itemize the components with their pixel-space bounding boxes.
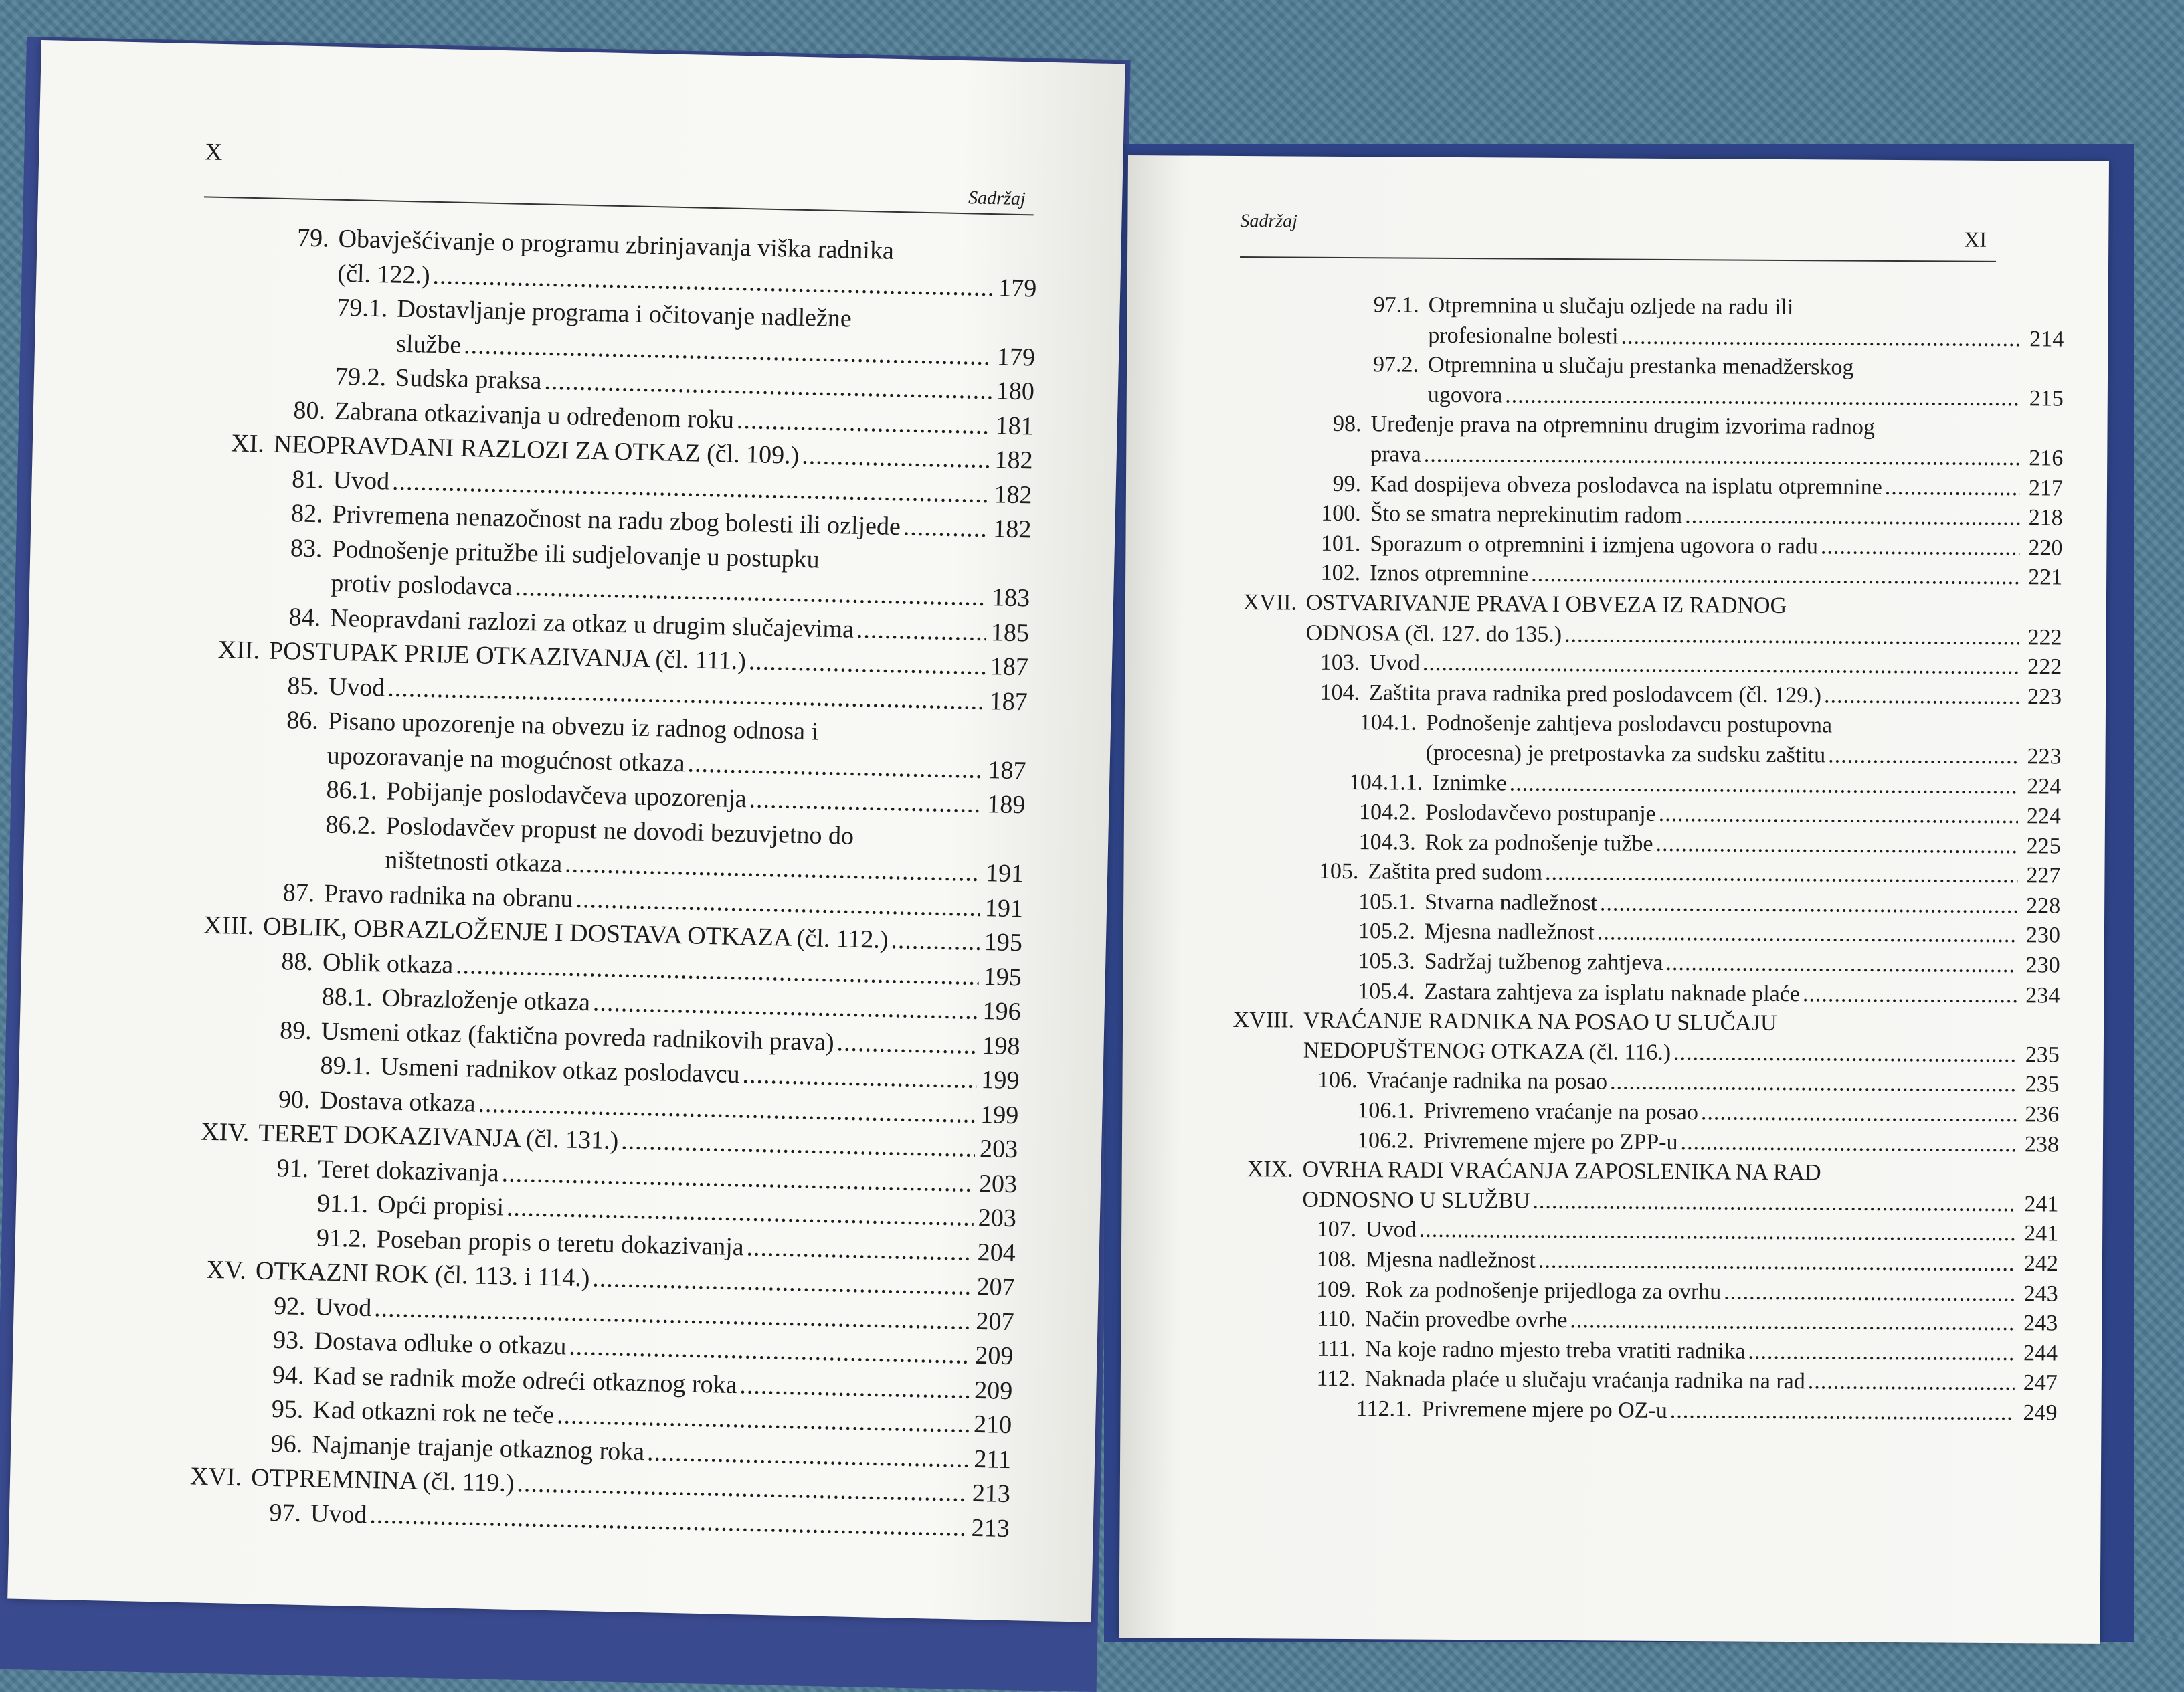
toc-entry-title: Neopravdani razlozi za otkaz u drugim slučajevima: [329, 603, 854, 644]
dot-leader: [1600, 888, 2017, 921]
toc-entry-page: 211: [974, 1444, 1012, 1474]
toc-entry-number: 80.: [293, 395, 326, 425]
toc-entry-number: 89.1.: [320, 1051, 372, 1081]
toc-entry-number: 91.: [276, 1153, 309, 1183]
toc-entry-title: VRAĆANJE RADNIKA NA POSAO U SLUČAJU: [1303, 1008, 1777, 1036]
toc-entry-number: 79.2.: [335, 362, 387, 392]
toc-entry-number: 104.1.: [1359, 710, 1417, 735]
left-page-number: X: [204, 138, 223, 165]
toc-entry-title: POSTUPAK PRIJE OTKAZIVANJA (čl. 111.): [268, 636, 747, 676]
toc-entry-title: Privremena nenazočnost na radu zbog bolesti ili ozljede: [332, 500, 901, 541]
toc-entry: [1228, 1214, 2058, 1249]
toc-entry-title: Uvod: [310, 1499, 367, 1529]
toc-entry-number: 108.: [1316, 1246, 1357, 1273]
toc-entry-number: 84.: [288, 602, 321, 632]
toc-entry-page: 222: [2027, 654, 2062, 680]
toc-entry-title: OBLIK, OBRAZLOŽENJE I DOSTAVA OTKAZA (čl. 112.): [262, 912, 889, 954]
toc-entry-title: Kad otkazni rok ne teče: [312, 1396, 555, 1430]
toc-entry-title: Što se smatra neprekinutim radom: [1370, 501, 1683, 529]
toc-entry-page: 207: [976, 1272, 1016, 1302]
toc-entry-number: 97.2.: [1372, 352, 1419, 377]
toc-entry: [1228, 1155, 2059, 1220]
toc-entry-title: Usmeni otkaz (faktična povreda radnikovih prava): [321, 1016, 835, 1056]
toc-entry-page: 215: [2029, 386, 2064, 411]
toc-entry-number: 87.: [282, 878, 315, 907]
toc-entry-number: XIV.: [200, 1117, 250, 1147]
toc-entry-number: 88.1.: [321, 982, 373, 1012]
toc-entry: [1230, 1006, 2060, 1070]
toc-entry-number: XIII.: [203, 911, 254, 941]
toc-entry-number: 106.1.: [1357, 1098, 1415, 1123]
toc-entry-number: 106.2.: [1356, 1127, 1415, 1153]
toc-entry-title: Podnošenje zahtjeva poslodavcu postupovna: [1425, 711, 1833, 738]
toc-entry-page: 213: [971, 1513, 1010, 1543]
toc-entry-number: XVIII.: [1233, 1008, 1295, 1033]
dot-leader: [1419, 1216, 2016, 1249]
toc-entry: [1233, 529, 2062, 563]
toc-entry: [1230, 976, 2060, 1011]
toc-entry-page: 209: [974, 1341, 1014, 1371]
toc-entry-page: 182: [994, 480, 1032, 509]
toc-entry-page: 243: [2023, 1311, 2058, 1336]
toc-entry-title: Stvarna nadležnost: [1425, 889, 1598, 916]
toc-entry: [1229, 1065, 2059, 1100]
toc-entry-title: Privremeno vraćanje na posao: [1423, 1098, 1699, 1125]
dot-leader: [1821, 532, 2020, 563]
toc-entry: [1231, 767, 2061, 802]
toc-entry-number: 92.: [273, 1291, 306, 1321]
left-toc: [150, 219, 1038, 1547]
toc-entry-page: 204: [977, 1238, 1016, 1267]
toc-entry-page: 225: [2026, 833, 2061, 859]
dot-leader: [1665, 949, 2017, 981]
toc-entry-page: 223: [2027, 744, 2062, 769]
toc-entry-page: 244: [2023, 1340, 2058, 1366]
toc-entry-page: 191: [985, 859, 1024, 888]
toc-entry-number: 81.: [291, 464, 325, 494]
toc-entry-number: 89.: [279, 1016, 312, 1045]
toc-entry-title: Obavješćivanje o programu zbrinjavanja viška radnika: [338, 224, 895, 265]
toc-entry-number: XVI.: [189, 1462, 242, 1492]
dot-leader: [1610, 1068, 2017, 1100]
toc-entry-number: 90.: [278, 1085, 311, 1114]
toc-entry-title: Rok za podnošenje tužbe: [1425, 830, 1653, 856]
toc-entry-title: Iznimke: [1432, 770, 1507, 795]
toc-entry-title: TERET DOKAZIVANJA (čl. 131.): [258, 1119, 619, 1155]
toc-entry-page: 224: [2027, 773, 2062, 800]
dot-leader: [1423, 649, 2019, 682]
toc-entry-page: 203: [979, 1134, 1018, 1164]
dot-leader: [1655, 830, 2017, 862]
toc-entry-title: Zaštita prava radnika pred poslodavcem (čl. 129.): [1368, 680, 1822, 709]
toc-entry-title: Pobijanje poslodavčeva upozorenja: [386, 777, 747, 814]
dot-leader: [802, 439, 990, 478]
toc-entry: [1231, 946, 2060, 981]
toc-entry-page: 227: [2026, 863, 2061, 888]
dot-leader: [1701, 1098, 2017, 1129]
dot-leader: [1828, 741, 2019, 771]
toc-entry-page: 199: [980, 1100, 1019, 1129]
right-header-rule: [1240, 256, 1996, 262]
dot-leader: [1659, 800, 2019, 832]
toc-entry-number: 111.: [1317, 1336, 1356, 1361]
dot-leader: [1621, 322, 2021, 354]
left-running-title: Sadržaj: [968, 187, 1026, 210]
toc-entry: [1229, 1095, 2059, 1130]
toc-entry-page: 235: [2025, 1042, 2060, 1068]
toc-entry-number: 100.: [1321, 500, 1361, 527]
toc-entry-page: 187: [989, 686, 1028, 716]
dot-leader: [1510, 769, 2019, 802]
right-page-number: XI: [1964, 227, 1987, 252]
toc-entry-number: 104.3.: [1358, 829, 1416, 855]
toc-entry-title: Poslodavčevo postupanje: [1425, 800, 1656, 826]
dot-leader: [903, 510, 989, 546]
toc-entry-page: 247: [2023, 1370, 2058, 1396]
toc-entry-page: 196: [982, 997, 1022, 1026]
dot-leader: [736, 403, 991, 443]
right-running-title: Sadržaj: [1240, 211, 1298, 232]
dot-leader: [1424, 440, 2021, 474]
toc-entry-page: 249: [2023, 1400, 2058, 1426]
toc-entry-page: 183: [991, 583, 1030, 613]
toc-entry-page: 210: [973, 1410, 1012, 1440]
toc-entry-title: protiv poslodavca: [330, 569, 513, 601]
toc-entry-number: XI.: [230, 429, 265, 458]
toc-entry: [1233, 558, 2062, 593]
toc-entry-title: Privremene mjere po OZ-u: [1421, 1396, 1667, 1423]
toc-entry-page: 234: [2025, 982, 2060, 1008]
toc-entry-page: 230: [2025, 953, 2060, 978]
toc-entry-number: 102.: [1320, 561, 1361, 586]
toc-entry-title: (procesna) je pretpostavka za sudsku zaštitu: [1425, 740, 1826, 768]
toc-entry-number: XII.: [217, 635, 260, 665]
toc-entry-page: 224: [2026, 804, 2062, 829]
toc-entry-title: Obrazloženje otkaza: [381, 983, 591, 1017]
dot-leader: [1824, 681, 2019, 712]
toc-entry-title: Uvod: [328, 672, 385, 702]
right-page: [1119, 155, 2109, 1644]
toc-entry-title: Oblik otkaza: [322, 947, 454, 979]
toc-entry: [1234, 290, 2064, 355]
toc-entry-title: Rok za podnošenje prijedloga za ovrhu: [1365, 1277, 1722, 1305]
toc-entry-page: 241: [2024, 1221, 2059, 1246]
toc-entry: [1232, 648, 2062, 682]
toc-entry-page: 189: [986, 790, 1026, 820]
toc-entry-number: 79.1.: [336, 293, 388, 323]
toc-entry-page: 230: [2025, 923, 2061, 948]
toc-entry-title: Način provedbe ovrhe: [1365, 1307, 1568, 1333]
dot-leader: [1597, 919, 2017, 951]
toc-entry-title: Opći propisi: [377, 1190, 505, 1222]
toc-entry-page: 191: [984, 893, 1024, 923]
dot-leader: [749, 782, 983, 822]
toc-entry-title: Uvod: [314, 1292, 372, 1322]
toc-entry-title: Najmanje trajanje otkaznog roka: [311, 1430, 645, 1466]
toc-entry-page: 216: [2029, 446, 2064, 471]
toc-entry-page: 187: [990, 652, 1029, 682]
toc-entry-number: 83.: [290, 533, 323, 563]
toc-entry-title: Pravo radnika na obranu: [323, 879, 574, 913]
toc-entry-number: 105.: [1318, 859, 1359, 884]
toc-entry-page: 207: [976, 1307, 1015, 1336]
dot-leader: [836, 1026, 978, 1063]
toc-entry-title: Uređenje prava na otpremninu drugim izvorima radnog: [1370, 411, 1876, 440]
dot-leader: [739, 1368, 970, 1408]
toc-entry-page: 214: [2029, 326, 2064, 352]
toc-entry-page: 241: [2024, 1192, 2059, 1217]
toc-entry: [1231, 827, 2061, 862]
toc-entry-number: 103.: [1320, 650, 1360, 676]
toc-entry-page: 203: [978, 1203, 1017, 1233]
dot-leader: [1685, 501, 2020, 533]
right-toc: [1227, 290, 2064, 1428]
toc-entry: [1229, 1125, 2059, 1160]
toc-entry-title: Sadržaj tužbenog zahtjeva: [1424, 949, 1663, 975]
toc-entry-page: 235: [2025, 1072, 2060, 1097]
toc-entry-page: 236: [2025, 1102, 2060, 1127]
toc-entry-page: 222: [2027, 624, 2062, 650]
toc-entry: [1233, 469, 2063, 504]
toc-entry-title: profesionalne bolesti: [1428, 322, 1619, 349]
toc-entry-page: 223: [2027, 684, 2062, 710]
toc-entry-page: 185: [990, 618, 1030, 647]
toc-entry-title: OTKAZNI ROK (čl. 113. i 114.): [255, 1256, 590, 1293]
toc-entry: [1231, 916, 2060, 951]
toc-entry-title: Na koje radno mjesto treba vratiti radnika: [1364, 1336, 1746, 1364]
left-header-rule: [204, 196, 1034, 215]
toc-entry-title: NEOPRAVDANI RAZLOZI ZA OTKAZ (čl. 109.): [273, 430, 800, 470]
toc-entry-number: 88.: [281, 947, 314, 976]
toc-entry-number: 104.2.: [1358, 800, 1417, 825]
toc-entry-number: 104.1.1.: [1348, 769, 1423, 795]
toc-entry-number: 85.: [287, 671, 320, 700]
toc-entry-page: 179: [996, 342, 1036, 372]
toc-entry-page: 218: [2028, 505, 2063, 531]
toc-entry-page: 221: [2028, 565, 2063, 590]
dot-leader: [1885, 472, 2020, 503]
dot-leader: [742, 1058, 977, 1097]
toc-entry-title: Pisano upozorenje na obvezu iz radnog odnosa i: [327, 707, 819, 746]
toc-entry-page: 187: [988, 755, 1026, 785]
toc-entry-number: 91.1.: [316, 1189, 369, 1219]
toc-entry-number: 112.1.: [1356, 1396, 1413, 1422]
dot-leader: [1748, 1337, 2015, 1368]
toc-entry: [1228, 1275, 2058, 1309]
toc-entry-title: Privremene mjere po ZPP-u: [1423, 1128, 1678, 1155]
toc-entry-title: NEDOPUŠTENOG OTKAZA (čl. 116.): [1303, 1038, 1671, 1065]
toc-entry-page: 195: [983, 962, 1022, 992]
dot-leader: [748, 644, 986, 684]
toc-entry-title: Poseban propis o teretu dokazivanja: [376, 1224, 745, 1261]
toc-entry-page: 180: [996, 377, 1035, 406]
dot-leader: [1724, 1277, 2015, 1309]
toc-entry-title: Uvod: [333, 466, 390, 495]
dot-leader: [856, 612, 986, 650]
toc-entry-number: 104.: [1320, 680, 1360, 705]
toc-entry-number: 105.1.: [1358, 888, 1416, 915]
toc-entry-number: XV.: [206, 1255, 247, 1285]
dot-leader: [1670, 1396, 2015, 1428]
toc-entry-number: 86.: [286, 706, 319, 735]
toc-entry: [1232, 678, 2062, 713]
toc-entry-title: (čl. 122.): [337, 259, 431, 290]
toc-entry-title: Usmeni radnikov otkaz poslodavcu: [380, 1052, 741, 1089]
toc-entry-number: 101.: [1320, 531, 1361, 556]
toc-entry-number: 99.: [1332, 471, 1362, 496]
toc-entry-page: 182: [994, 446, 1034, 475]
toc-entry: [1233, 498, 2063, 533]
toc-entry: [1233, 409, 2064, 474]
toc-entry-title: Mjesna nadležnost: [1424, 919, 1595, 945]
dot-leader: [891, 923, 980, 959]
toc-entry-title: Naknada plaće u slučaju vraćanja radnika na rad: [1364, 1366, 1805, 1394]
toc-entry: [1231, 797, 2061, 832]
toc-entry-number: 105.3.: [1358, 949, 1415, 974]
toc-entry-title: Kad se radnik može odreći otkaznog roka: [313, 1361, 737, 1399]
toc-entry: [1227, 1394, 2057, 1428]
toc-entry-title: upozoravanje na mogućnost otkaza: [327, 741, 686, 777]
toc-entry-title: Podnošenje pritužbe ili sudjelovanje u postupku: [331, 535, 820, 574]
toc-entry-number: 82.: [290, 499, 324, 529]
toc-entry-title: Otpremnina u slučaju ozljede na radu ili: [1428, 292, 1794, 320]
toc-entry-number: 109.: [1316, 1277, 1356, 1302]
toc-entry-number: XVII.: [1243, 589, 1297, 616]
toc-entry-page: 217: [2028, 475, 2064, 501]
toc-entry-number: 86.1.: [326, 775, 378, 806]
toc-entry-page: 213: [972, 1479, 1011, 1509]
toc-entry-title: OSTVARIVANJE PRAVA I OBVEZA IZ RADNOG: [1305, 590, 1787, 618]
toc-entry: [1234, 349, 2064, 414]
dot-leader: [1570, 1306, 2015, 1339]
toc-entry-page: 243: [2023, 1281, 2058, 1307]
toc-entry-number: 105.4.: [1358, 978, 1415, 1004]
toc-entry-number: 106.: [1317, 1068, 1358, 1093]
toc-entry-number: 110.: [1317, 1306, 1356, 1332]
dot-leader: [1564, 620, 2019, 653]
toc-entry-page: 198: [982, 1031, 1021, 1060]
toc-entry-title: Dostavljanje programa i očitovanje nadležne: [396, 294, 852, 333]
toc-entry-title: Kad dospijeva obveza poslodavca na isplatu otpremnine: [1370, 471, 1882, 500]
toc-entry-number: 93.: [272, 1326, 306, 1355]
toc-entry-title: Poslodavčev propust ne dovodi bezuvjetno do: [385, 812, 854, 850]
toc-entry-title: OVRHA RADI VRAĆANJA ZAPOSLENIKA NA RAD: [1302, 1157, 1821, 1186]
toc-entry-number: XIX.: [1247, 1157, 1293, 1182]
dot-leader: [1680, 1128, 2016, 1160]
toc-entry-title: ugovora: [1427, 382, 1503, 408]
toc-entry: [1231, 856, 2060, 891]
toc-entry: [1228, 1364, 2058, 1398]
dot-leader: [1808, 1368, 2015, 1398]
dot-leader: [746, 1230, 973, 1270]
toc-entry-title: OTPREMNINA (čl. 119.): [250, 1463, 515, 1497]
toc-entry-title: Teret dokazivanja: [317, 1154, 500, 1187]
toc-entry-page: 182: [992, 514, 1032, 544]
toc-entry: [1233, 588, 2063, 653]
toc-entry: [1231, 886, 2060, 921]
toc-entry-title: Otpremnina u slučaju prestanka menadžerskog: [1427, 352, 1854, 380]
toc-entry: [1231, 707, 2062, 772]
toc-entry-number: 86.2.: [325, 810, 377, 840]
toc-entry-number: 98.: [1332, 411, 1362, 437]
toc-entry-page: 242: [2023, 1251, 2059, 1277]
toc-entry: [1228, 1244, 2058, 1279]
toc-entry-title: prava: [1370, 442, 1421, 467]
toc-entry-page: 195: [984, 928, 1023, 957]
toc-entry-title: Dostava otkaza: [319, 1085, 476, 1118]
toc-entry-title: ODNOSA (čl. 127. do 135.): [1305, 620, 1562, 647]
toc-entry-number: 97.1.: [1373, 292, 1419, 318]
toc-entry: [1228, 1334, 2058, 1369]
dot-leader: [1545, 858, 2018, 891]
toc-entry-page: 203: [978, 1169, 1018, 1198]
dot-leader: [1803, 979, 2017, 1011]
left-page: [7, 40, 1125, 1622]
toc-entry-page: 179: [998, 273, 1037, 303]
toc-entry-title: Dostava odluke o otkazu: [314, 1327, 567, 1361]
toc-entry-number: 105.2.: [1358, 919, 1416, 945]
toc-entry-number: 97.: [269, 1498, 302, 1527]
dot-leader: [1538, 1246, 2015, 1279]
toc-entry-number: 95.: [271, 1394, 304, 1424]
toc-entry-title: Vraćanje radnika na posao: [1366, 1068, 1608, 1095]
toc-entry-page: 209: [974, 1376, 1013, 1405]
toc-entry-title: Zaštita pred sudom: [1368, 859, 1543, 886]
toc-entry-page: 220: [2028, 535, 2063, 561]
toc-entry-number: 96.: [270, 1429, 303, 1459]
toc-entry-title: Uvod: [1369, 650, 1421, 676]
dot-leader: [1532, 1187, 2015, 1220]
toc-entry-title: Uvod: [1366, 1217, 1417, 1243]
toc-entry-title: Zastara zahtjeva za isplatu naknade plaće: [1424, 979, 1801, 1006]
dot-leader: [1505, 381, 2021, 413]
toc-entry-page: 228: [2026, 893, 2061, 919]
toc-entry: [1228, 1304, 2058, 1339]
toc-entry-page: 199: [980, 1066, 1020, 1095]
dot-leader: [1673, 1038, 2017, 1070]
toc-entry-number: 79.: [296, 223, 330, 253]
toc-entry-title: Iznos otpremnine: [1370, 561, 1529, 587]
dot-leader: [1531, 560, 2019, 593]
toc-entry-number: 107.: [1316, 1217, 1357, 1242]
toc-entry-title: Mjesna nadležnost: [1365, 1247, 1536, 1273]
toc-entry-number: 112.: [1316, 1366, 1356, 1392]
toc-entry-title: ODNOSNO U SLUŽBU: [1302, 1187, 1530, 1214]
toc-entry-title: Zabrana otkazivanja u određenom roku: [334, 397, 735, 434]
toc-entry-title: Sporazum o otpremnini i izmjena ugovora o radu: [1370, 531, 1819, 559]
toc-entry-title: službe: [395, 329, 462, 359]
toc-entry-page: 181: [995, 411, 1034, 440]
toc-entry-number: 91.2.: [316, 1223, 368, 1253]
toc-entry-number: 94.: [272, 1360, 305, 1390]
toc-entry-title: ništetnosti otkaza: [384, 846, 563, 878]
toc-entry-page: 238: [2024, 1131, 2060, 1157]
toc-entry-title: Sudska praksa: [395, 363, 542, 395]
